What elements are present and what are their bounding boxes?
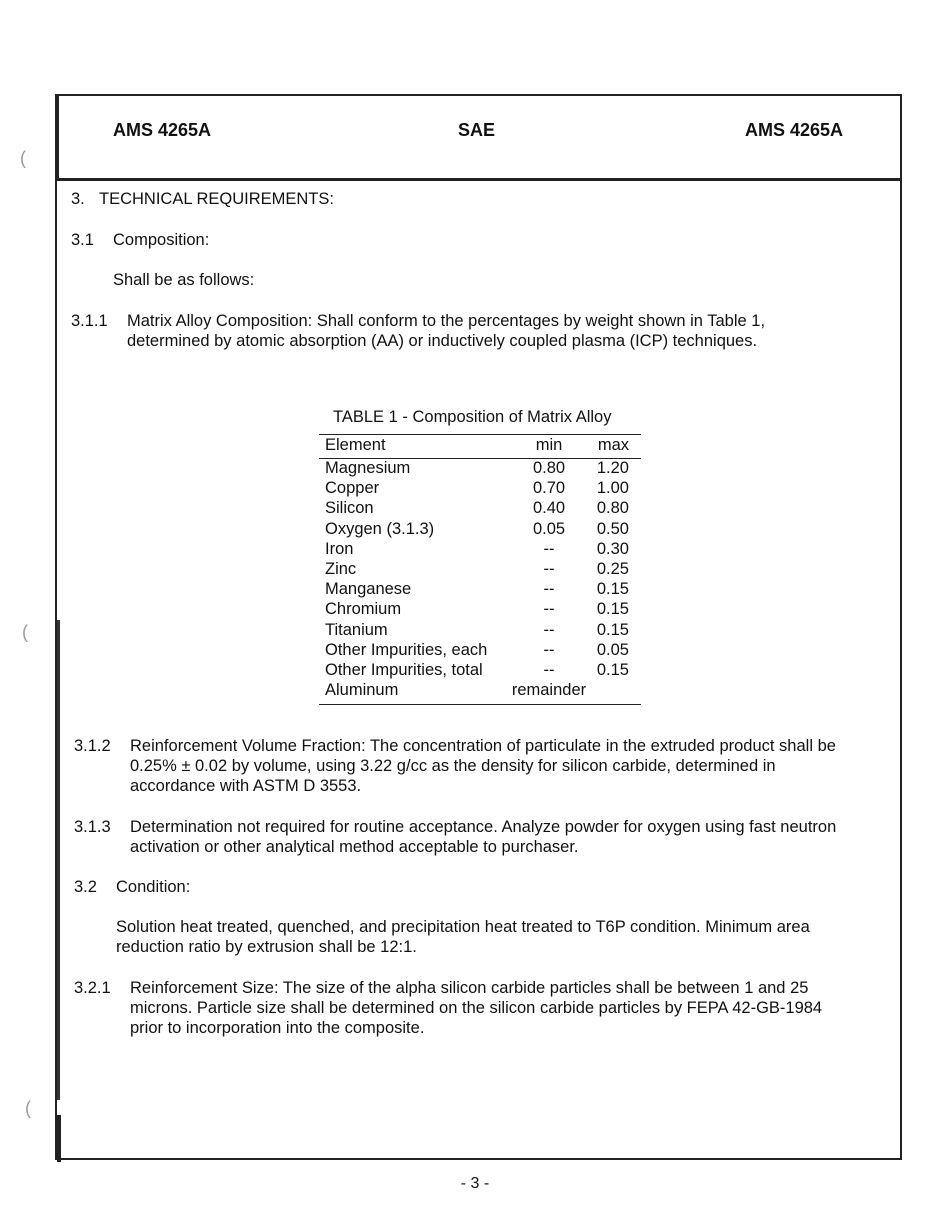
header-doc-number-right: AMS 4265A — [745, 120, 844, 140]
table-cell-element: Manganese — [325, 580, 412, 599]
table-cell-min: 0.70 — [532, 479, 566, 498]
column-header-element: Element — [325, 436, 386, 454]
section-body: reduction ratio by extrusion shall be 12:1. — [116, 938, 417, 956]
change-bar — [57, 1115, 61, 1162]
table-caption: TABLE 1 - Composition of Matrix Alloy — [333, 408, 612, 426]
margin-mark: ( — [25, 1098, 31, 1118]
table-cell-max: 0.15 — [596, 620, 629, 639]
table-row — [319, 579, 641, 599]
table-row — [319, 458, 641, 478]
change-bar — [55, 94, 59, 179]
change-bar — [57, 620, 60, 1100]
section-body: Reinforcement Volume Fraction: The concentration of particulate in the extruded product shall be — [130, 737, 836, 755]
table-cell-max: 0.05 — [596, 640, 629, 659]
table-row — [319, 559, 641, 579]
table-cell-max: 0.15 — [596, 580, 629, 599]
table-cell-min: 0.80 — [532, 459, 566, 477]
table-row — [319, 498, 641, 518]
section-number: 3.2.1 — [74, 979, 111, 997]
table-cell-max: 0.80 — [596, 499, 629, 518]
column-header-min: min — [535, 436, 563, 454]
table-rule — [319, 704, 641, 705]
table-cell-max: 1.20 — [596, 459, 629, 477]
section-body: 0.25% ± 0.02 by volume, using 3.22 g/cc as the density for silicon carbide, determined in — [130, 757, 776, 775]
table-cell-element: Silicon — [325, 499, 374, 518]
table-row — [319, 620, 641, 640]
table-row — [319, 599, 641, 619]
margin-mark: ( — [22, 622, 28, 642]
table-cell-min: -- — [543, 620, 555, 639]
section-number: 3.1.2 — [74, 737, 111, 755]
section-title: Condition: — [116, 878, 191, 896]
section-body: Solution heat treated, quenched, and precipitation heat treated to T6P condition. Minimum area — [116, 918, 810, 936]
section-number: 3.2 — [74, 878, 97, 896]
section-number: 3.1.1 — [71, 312, 108, 330]
section-body: Determination not required for routine acceptance. Analyze powder for oxygen using fast neutron — [130, 818, 837, 836]
table-cell-max: 1.00 — [596, 479, 629, 498]
section-title: Composition: — [113, 231, 210, 249]
table-cell-max: 0.30 — [596, 539, 629, 558]
section-body: activation or other analytical method acceptable to purchaser. — [130, 838, 579, 856]
header-doc-number-left: AMS 4265A — [113, 120, 212, 140]
table-cell-min: remainder — [511, 681, 587, 700]
header-divider — [55, 178, 902, 181]
header-org: SAE — [458, 120, 496, 140]
table-cell-max: 0.15 — [596, 661, 629, 679]
table-cell-min: -- — [543, 560, 555, 578]
table-header-row — [319, 435, 641, 455]
table-cell-element: Iron — [325, 539, 354, 558]
table-cell-min: 0.05 — [532, 519, 566, 538]
table-cell-element: Titanium — [325, 620, 388, 639]
table-cell-max: 0.25 — [596, 560, 629, 578]
column-header-max: max — [597, 436, 629, 454]
section-number: 3.1.3 — [74, 818, 111, 836]
section-body: Matrix Alloy Composition: Shall conform to the percentages by weight shown in Table 1, — [127, 312, 766, 330]
section-body: Reinforcement Size: The size of the alpha silicon carbide particles shall be between 1 and 25 — [130, 979, 809, 997]
table-cell-element: Other Impurities, each — [325, 640, 488, 659]
section-body: prior to incorporation into the composite. — [130, 1019, 425, 1037]
table-cell-min: -- — [543, 600, 555, 619]
section-body: Shall be as follows: — [113, 271, 255, 289]
margin-mark: ( — [20, 148, 26, 168]
table-cell-element: Oxygen (3.1.3) — [325, 519, 435, 538]
table-cell-max: 0.50 — [596, 519, 629, 538]
table-row — [319, 478, 641, 498]
table-cell-min: -- — [543, 661, 555, 679]
section-number: 3. — [71, 190, 85, 208]
table-row — [319, 680, 641, 700]
section-body: microns. Particle size shall be determined on the silicon carbide particles by FEPA 42-GB-1984 — [130, 999, 823, 1017]
table-cell-element: Chromium — [325, 600, 402, 619]
table-cell-element: Other Impurities, total — [325, 661, 483, 679]
section-body: determined by atomic absorption (AA) or inductively coupled plasma (ICP) techniques. — [127, 332, 758, 350]
page-number: - 3 - — [460, 1175, 490, 1192]
table-cell-element: Magnesium — [325, 459, 411, 477]
section-body: accordance with ASTM D 3553. — [130, 777, 362, 795]
table-cell-min: -- — [543, 640, 555, 659]
table-cell-min: -- — [543, 580, 555, 599]
table-row — [319, 660, 641, 680]
section-title: TECHNICAL REQUIREMENTS: — [99, 190, 334, 208]
table-cell-min: -- — [543, 539, 555, 558]
table-cell-min: 0.40 — [532, 499, 566, 518]
table-row — [319, 519, 641, 539]
table-row — [319, 539, 641, 559]
table-row — [319, 640, 641, 660]
table-cell-element: Copper — [325, 479, 380, 498]
table-cell-element: Zinc — [325, 560, 357, 578]
table-cell-max: 0.15 — [596, 600, 629, 619]
section-number: 3.1 — [71, 231, 94, 249]
table-cell-element: Aluminum — [325, 681, 399, 700]
